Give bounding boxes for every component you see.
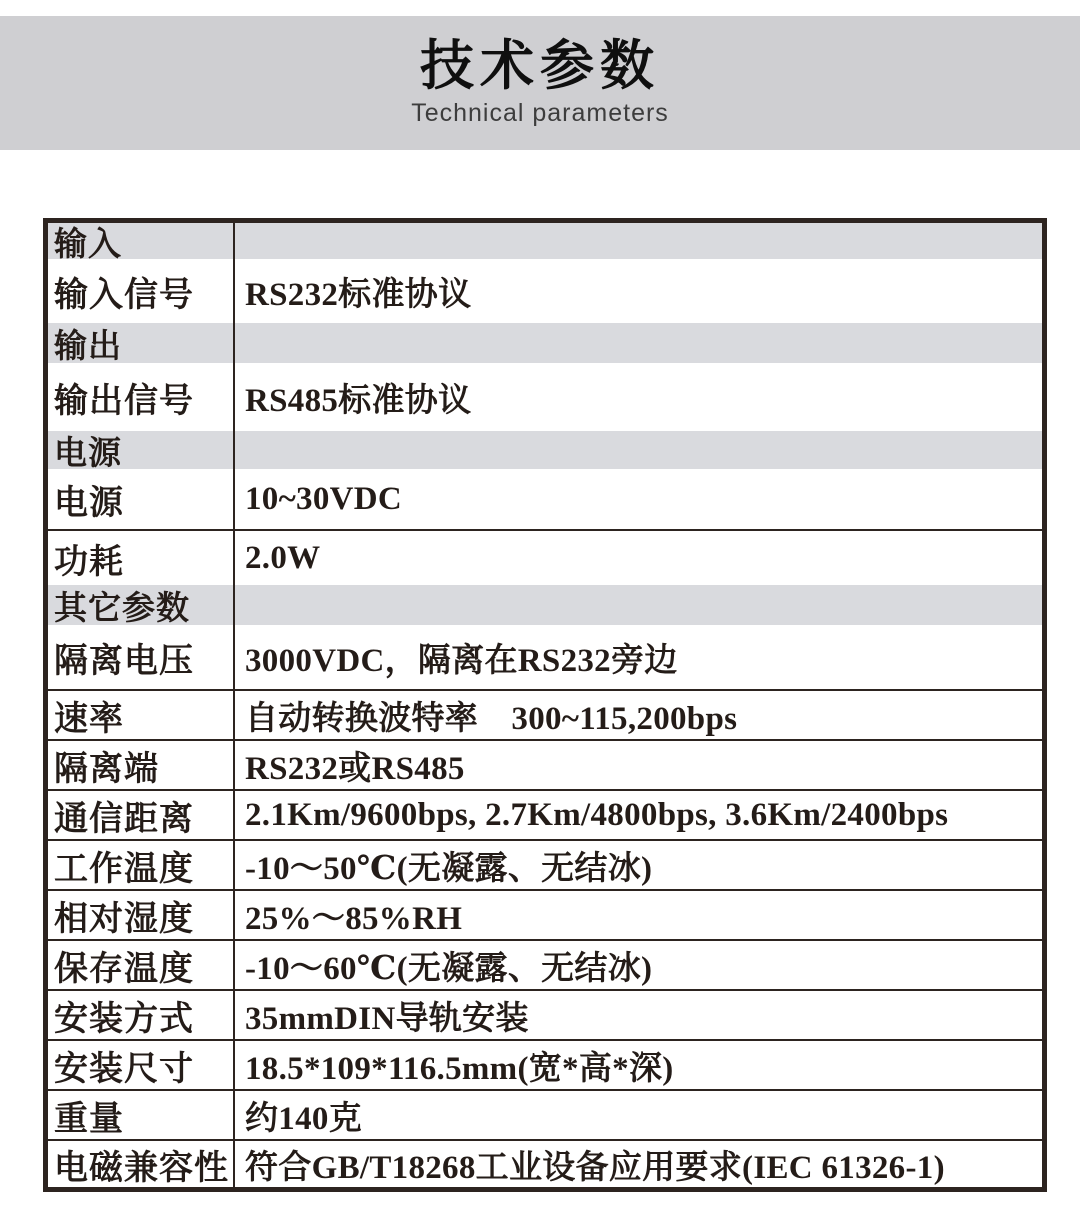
table-row (48, 939, 1042, 989)
param-value: RS232标准协议 (233, 259, 1042, 323)
section-header-label: 输入 (54, 226, 122, 263)
param-value: RS485标准协议 (233, 363, 1042, 431)
page-title: 技术参数 (420, 36, 660, 97)
param-value: 35mmDIN导轨安装 (233, 991, 1042, 1039)
table-row (48, 739, 1042, 789)
table-row (48, 585, 1042, 625)
param-label: 电磁兼容性 (54, 1149, 229, 1187)
param-value: -10～50℃(无凝露、无结冰) (233, 841, 1042, 889)
param-label: 电源 (54, 484, 124, 522)
table-row (48, 1139, 1042, 1187)
table-row (48, 529, 1042, 585)
param-label: 重量 (54, 1100, 124, 1138)
section-header-label: 电源 (54, 435, 122, 472)
table-row (48, 363, 1042, 431)
table-row (48, 625, 1042, 689)
param-value: 符合GB/T18268工业设备应用要求(IEC 61326-1) (233, 1141, 1042, 1187)
header-band (0, 16, 1080, 150)
spec-table (43, 218, 1047, 1192)
table-row (48, 1089, 1042, 1139)
param-label: 工作温度 (54, 850, 194, 888)
param-value: 25%～85%RH (233, 891, 1042, 939)
param-value (233, 223, 1042, 259)
param-label: 隔离电压 (54, 642, 194, 680)
param-label: 通信距离 (54, 800, 194, 838)
section-header-label: 输出 (54, 328, 122, 365)
param-label: 隔离端 (54, 750, 159, 788)
param-label: 输出信号 (54, 382, 194, 420)
table-row (48, 689, 1042, 739)
param-value: 自动转换波特率 300~115,200bps (233, 691, 1042, 739)
param-value (233, 585, 1042, 625)
param-value (233, 431, 1042, 469)
param-value: 10~30VDC (233, 469, 1042, 529)
table-row (48, 431, 1042, 472)
section-header-label: 其它参数 (54, 590, 190, 627)
param-label: 输入信号 (54, 276, 194, 314)
table-row (48, 469, 1042, 529)
param-value: 18.5*109*116.5mm(宽*高*深) (233, 1041, 1042, 1089)
param-value: RS232或RS485 (233, 741, 1042, 789)
param-label: 保存温度 (54, 950, 194, 988)
param-value: 约140克 (233, 1091, 1042, 1139)
param-value: -10～60℃(无凝露、无结冰) (233, 941, 1042, 989)
table-row (48, 789, 1042, 839)
param-value: 3000VDC，隔离在RS232旁边 (233, 625, 1042, 689)
table-row (48, 223, 1042, 263)
param-label: 相对湿度 (54, 900, 194, 938)
param-label: 安装尺寸 (54, 1050, 194, 1088)
param-label: 功耗 (54, 543, 124, 581)
table-row (48, 323, 1042, 363)
table-row (48, 889, 1042, 939)
param-label: 安装方式 (54, 1000, 194, 1038)
param-value: 2.0W (233, 531, 1042, 585)
table-row (48, 259, 1042, 323)
table-row (48, 989, 1042, 1039)
param-label: 速率 (54, 700, 124, 738)
page-subtitle: Technical parameters (411, 98, 669, 127)
table-row (48, 1039, 1042, 1089)
table-row (48, 839, 1042, 889)
param-value: 2.1Km/9600bps, 2.7Km/4800bps, 3.6Km/2400bps (233, 791, 1042, 839)
param-value (233, 323, 1042, 363)
